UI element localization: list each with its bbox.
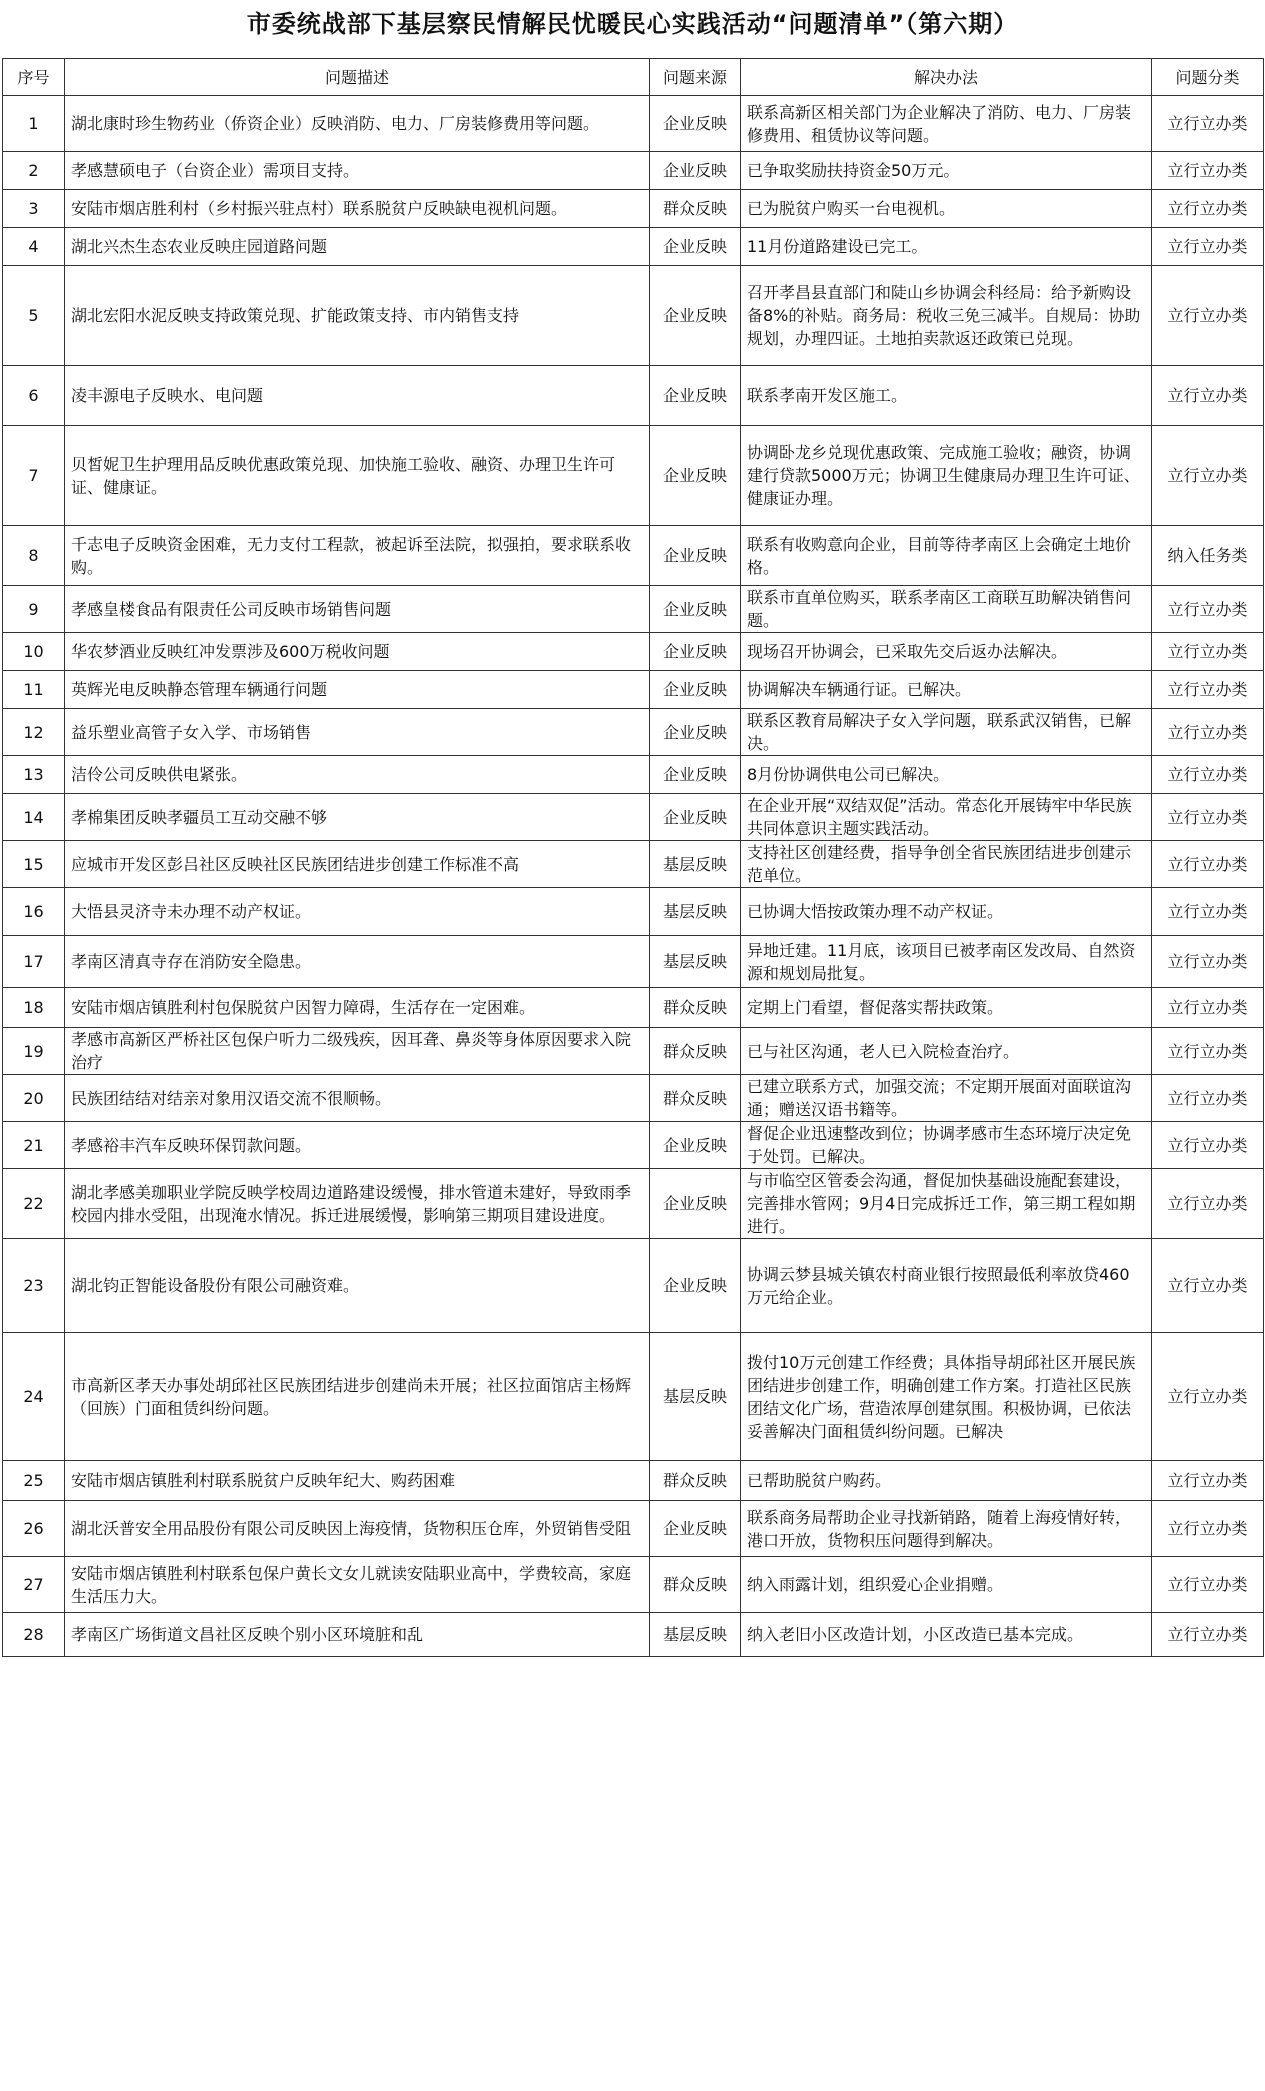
cell-no: 22 xyxy=(3,1169,65,1239)
table-row xyxy=(3,1122,1264,1169)
cell-category: 立行立办类 xyxy=(1152,586,1264,633)
cell-category: 立行立办类 xyxy=(1152,366,1264,426)
cell-description: 孝棉集团反映孝疆员工互动交融不够 xyxy=(65,794,650,841)
cell-solution: 已争取奖励扶持资金50万元。 xyxy=(741,152,1152,190)
cell-category: 立行立办类 xyxy=(1152,96,1264,152)
cell-description: 孝感市高新区严桥社区包保户听力二级残疾，因耳聋、鼻炎等身体原因要求入院治疗 xyxy=(65,1028,650,1075)
cell-no: 27 xyxy=(3,1557,65,1613)
cell-solution: 联系市直单位购买，联系孝南区工商联互助解决销售问题。 xyxy=(741,586,1152,633)
cell-no: 12 xyxy=(3,709,65,756)
cell-description: 洁伶公司反映供电紧张。 xyxy=(65,756,650,794)
cell-description: 湖北沃普安全用品股份有限公司反映因上海疫情，货物积压仓库，外贸销售受阻 xyxy=(65,1501,650,1557)
cell-no: 8 xyxy=(3,526,65,586)
cell-category: 立行立办类 xyxy=(1152,756,1264,794)
cell-category: 立行立办类 xyxy=(1152,1613,1264,1657)
cell-category: 立行立办类 xyxy=(1152,794,1264,841)
cell-source: 基层反映 xyxy=(650,1333,741,1461)
cell-category: 立行立办类 xyxy=(1152,1501,1264,1557)
cell-category: 立行立办类 xyxy=(1152,633,1264,671)
cell-solution: 联系高新区相关部门为企业解决了消防、电力、厂房装修费用、租赁协议等问题。 xyxy=(741,96,1152,152)
cell-source: 企业反映 xyxy=(650,366,741,426)
cell-source: 群众反映 xyxy=(650,1028,741,1075)
cell-solution: 联系区教育局解决子女入学问题，联系武汉销售，已解决。 xyxy=(741,709,1152,756)
table-row xyxy=(3,709,1264,756)
cell-no: 24 xyxy=(3,1333,65,1461)
cell-source: 群众反映 xyxy=(650,190,741,228)
cell-solution: 协调云梦县城关镇农村商业银行按照最低利率放贷460万元给企业。 xyxy=(741,1239,1152,1333)
cell-category: 立行立办类 xyxy=(1152,1557,1264,1613)
cell-solution: 联系商务局帮助企业寻找新销路，随着上海疫情好转，港口开放，货物积压问题得到解决。 xyxy=(741,1501,1152,1557)
cell-solution: 联系孝南开发区施工。 xyxy=(741,366,1152,426)
cell-source: 企业反映 xyxy=(650,709,741,756)
table-row xyxy=(3,152,1264,190)
cell-description: 应城市开发区彭吕社区反映社区民族团结进步创建工作标准不高 xyxy=(65,841,650,888)
cell-description: 孝感裕丰汽车反映环保罚款问题。 xyxy=(65,1122,650,1169)
cell-source: 群众反映 xyxy=(650,1461,741,1501)
cell-source: 企业反映 xyxy=(650,1122,741,1169)
cell-solution: 已与社区沟通，老人已入院检查治疗。 xyxy=(741,1028,1152,1075)
cell-no: 13 xyxy=(3,756,65,794)
table-header-row xyxy=(3,59,1264,96)
table-row xyxy=(3,426,1264,526)
cell-no: 10 xyxy=(3,633,65,671)
cell-no: 26 xyxy=(3,1501,65,1557)
cell-no: 25 xyxy=(3,1461,65,1501)
header-source: 问题来源 xyxy=(650,59,741,96)
cell-solution: 异地迁建。11月底，该项目已被孝南区发改局、自然资源和规划局批复。 xyxy=(741,936,1152,988)
cell-source: 企业反映 xyxy=(650,426,741,526)
cell-no: 2 xyxy=(3,152,65,190)
cell-description: 益乐塑业高管子女入学、市场销售 xyxy=(65,709,650,756)
table-row xyxy=(3,266,1264,366)
cell-description: 安陆市烟店镇胜利村联系脱贫户反映年纪大、购药困难 xyxy=(65,1461,650,1501)
cell-source: 基层反映 xyxy=(650,1613,741,1657)
cell-no: 18 xyxy=(3,988,65,1028)
cell-description: 孝感慧硕电子（台资企业）需项目支持。 xyxy=(65,152,650,190)
cell-category: 立行立办类 xyxy=(1152,190,1264,228)
cell-category: 立行立办类 xyxy=(1152,426,1264,526)
cell-solution: 督促企业迅速整改到位；协调孝感市生态环境厅决定免于处罚。已解决。 xyxy=(741,1122,1152,1169)
header-no: 序号 xyxy=(3,59,65,96)
cell-source: 企业反映 xyxy=(650,633,741,671)
cell-source: 企业反映 xyxy=(650,266,741,366)
cell-solution: 纳入老旧小区改造计划，小区改造已基本完成。 xyxy=(741,1613,1152,1657)
problem-list-table xyxy=(2,58,1264,1657)
cell-source: 企业反映 xyxy=(650,794,741,841)
header-solution: 解决办法 xyxy=(741,59,1152,96)
cell-solution: 定期上门看望，督促落实帮扶政策。 xyxy=(741,988,1152,1028)
cell-category: 立行立办类 xyxy=(1152,1239,1264,1333)
cell-category: 立行立办类 xyxy=(1152,266,1264,366)
cell-category: 立行立办类 xyxy=(1152,1028,1264,1075)
cell-description: 千志电子反映资金困难，无力支付工程款，被起诉至法院，拟强拍，要求联系收购。 xyxy=(65,526,650,586)
table-row xyxy=(3,988,1264,1028)
cell-solution: 11月份道路建设已完工。 xyxy=(741,228,1152,266)
table-row xyxy=(3,366,1264,426)
cell-source: 企业反映 xyxy=(650,1501,741,1557)
cell-no: 3 xyxy=(3,190,65,228)
cell-category: 立行立办类 xyxy=(1152,1461,1264,1501)
cell-no: 17 xyxy=(3,936,65,988)
header-description: 问题描述 xyxy=(65,59,650,96)
cell-source: 企业反映 xyxy=(650,96,741,152)
table-row xyxy=(3,1613,1264,1657)
table-row xyxy=(3,1169,1264,1239)
header-category: 问题分类 xyxy=(1152,59,1264,96)
cell-description: 凌丰源电子反映水、电问题 xyxy=(65,366,650,426)
table-row xyxy=(3,1501,1264,1557)
cell-source: 企业反映 xyxy=(650,586,741,633)
cell-description: 安陆市烟店镇胜利村包保脱贫户因智力障碍，生活存在一定困难。 xyxy=(65,988,650,1028)
cell-description: 英辉光电反映静态管理车辆通行问题 xyxy=(65,671,650,709)
cell-source: 基层反映 xyxy=(650,888,741,936)
cell-source: 企业反映 xyxy=(650,526,741,586)
cell-source: 群众反映 xyxy=(650,1557,741,1613)
cell-description: 湖北孝感美珈职业学院反映学校周边道路建设缓慢，排水管道未建好，导致雨季校园内排水受阻，出现淹水情况。拆迁进展缓慢，影响第三期项目建设进度。 xyxy=(65,1169,650,1239)
cell-solution: 已为脱贫户购买一台电视机。 xyxy=(741,190,1152,228)
cell-description: 民族团结结对结亲对象用汉语交流不很顺畅。 xyxy=(65,1075,650,1122)
cell-category: 立行立办类 xyxy=(1152,1333,1264,1461)
cell-description: 湖北康时珍生物药业（侨资企业）反映消防、电力、厂房装修费用等问题。 xyxy=(65,96,650,152)
table-row xyxy=(3,1557,1264,1613)
cell-description: 孝南区广场街道文昌社区反映个别小区环境脏和乱 xyxy=(65,1613,650,1657)
cell-solution: 已帮助脱贫户购药。 xyxy=(741,1461,1152,1501)
cell-description: 湖北兴杰生态农业反映庄园道路问题 xyxy=(65,228,650,266)
cell-description: 华农梦酒业反映红冲发票涉及600万税收问题 xyxy=(65,633,650,671)
cell-category: 立行立办类 xyxy=(1152,841,1264,888)
table-row xyxy=(3,1239,1264,1333)
cell-solution: 已建立联系方式，加强交流；不定期开展面对面联谊沟通；赠送汉语书籍等。 xyxy=(741,1075,1152,1122)
table-row xyxy=(3,526,1264,586)
cell-solution: 与市临空区管委会沟通，督促加快基础设施配套建设，完善排水管网；9月4日完成拆迁工作，第三期工程如期进行。 xyxy=(741,1169,1152,1239)
table-row xyxy=(3,888,1264,936)
cell-no: 19 xyxy=(3,1028,65,1075)
cell-no: 23 xyxy=(3,1239,65,1333)
cell-no: 14 xyxy=(3,794,65,841)
cell-category: 立行立办类 xyxy=(1152,671,1264,709)
table-row xyxy=(3,228,1264,266)
cell-description: 大悟县灵济寺未办理不动产权证。 xyxy=(65,888,650,936)
cell-no: 16 xyxy=(3,888,65,936)
table-row xyxy=(3,1028,1264,1075)
cell-solution: 召开孝昌县直部门和陡山乡协调会科经局：给予新购设备8%的补贴。商务局：税收三免三减半。自规局：协助规划，办理四证。土地拍卖款返还政策已兑现。 xyxy=(741,266,1152,366)
cell-description: 贝皙妮卫生护理用品反映优惠政策兑现、加快施工验收、融资、办理卫生许可证、健康证。 xyxy=(65,426,650,526)
table-row xyxy=(3,1333,1264,1461)
cell-category: 立行立办类 xyxy=(1152,1169,1264,1239)
cell-solution: 联系有收购意向企业，目前等待孝南区上会确定土地价格。 xyxy=(741,526,1152,586)
cell-source: 企业反映 xyxy=(650,1169,741,1239)
cell-solution: 纳入雨露计划，组织爱心企业捐赠。 xyxy=(741,1557,1152,1613)
cell-solution: 支持社区创建经费，指导争创全省民族团结进步创建示范单位。 xyxy=(741,841,1152,888)
cell-no: 7 xyxy=(3,426,65,526)
cell-category: 立行立办类 xyxy=(1152,228,1264,266)
table-row xyxy=(3,936,1264,988)
cell-solution: 拨付10万元创建工作经费；具体指导胡邱社区开展民族团结进步创建工作，明确创建工作方案。打造社区民族团结文化广场，营造浓厚创建氛围。积极协调，已依法妥善解决门面租赁纠纷问题。已解决 xyxy=(741,1333,1152,1461)
cell-no: 6 xyxy=(3,366,65,426)
cell-description: 孝感皇楼食品有限责任公司反映市场销售问题 xyxy=(65,586,650,633)
cell-source: 企业反映 xyxy=(650,756,741,794)
cell-source: 基层反映 xyxy=(650,841,741,888)
cell-source: 企业反映 xyxy=(650,152,741,190)
cell-source: 基层反映 xyxy=(650,936,741,988)
cell-description: 市高新区孝天办事处胡邱社区民族团结进步创建尚未开展；社区拉面馆店主杨辉（回族）门面租赁纠纷问题。 xyxy=(65,1333,650,1461)
cell-source: 企业反映 xyxy=(650,671,741,709)
cell-category: 立行立办类 xyxy=(1152,1075,1264,1122)
cell-solution: 协调解决车辆通行证。已解决。 xyxy=(741,671,1152,709)
cell-category: 纳入任务类 xyxy=(1152,526,1264,586)
table-row xyxy=(3,96,1264,152)
cell-solution: 现场召开协调会，已采取先交后返办法解决。 xyxy=(741,633,1152,671)
table-row xyxy=(3,841,1264,888)
table-row xyxy=(3,671,1264,709)
cell-category: 立行立办类 xyxy=(1152,1122,1264,1169)
cell-no: 20 xyxy=(3,1075,65,1122)
cell-solution: 协调卧龙乡兑现优惠政策、完成施工验收；融资，协调建行贷款5000万元；协调卫生健康局办理卫生许可证、健康证办理。 xyxy=(741,426,1152,526)
cell-solution: 已协调大悟按政策办理不动产权证。 xyxy=(741,888,1152,936)
table-row xyxy=(3,190,1264,228)
cell-description: 湖北宏阳水泥反映支持政策兑现、扩能政策支持、市内销售支持 xyxy=(65,266,650,366)
table-row xyxy=(3,633,1264,671)
cell-source: 企业反映 xyxy=(650,1239,741,1333)
cell-description: 安陆市烟店胜利村（乡村振兴驻点村）联系脱贫户反映缺电视机问题。 xyxy=(65,190,650,228)
cell-no: 15 xyxy=(3,841,65,888)
cell-category: 立行立办类 xyxy=(1152,936,1264,988)
cell-no: 9 xyxy=(3,586,65,633)
cell-category: 立行立办类 xyxy=(1152,152,1264,190)
cell-category: 立行立办类 xyxy=(1152,888,1264,936)
cell-description: 安陆市烟店镇胜利村联系包保户黄长文女儿就读安陆职业高中，学费较高，家庭生活压力大。 xyxy=(65,1557,650,1613)
cell-no: 11 xyxy=(3,671,65,709)
table-row xyxy=(3,1461,1264,1501)
table-row xyxy=(3,1075,1264,1122)
cell-no: 28 xyxy=(3,1613,65,1657)
cell-solution: 在企业开展“双结双促”活动。常态化开展铸牢中华民族共同体意识主题实践活动。 xyxy=(741,794,1152,841)
cell-description: 湖北钧正智能设备股份有限公司融资难。 xyxy=(65,1239,650,1333)
document-title: 市委统战部下基层察民情解民忧暖民心实践活动“问题清单”（第六期） xyxy=(246,10,1019,38)
cell-no: 4 xyxy=(3,228,65,266)
cell-source: 群众反映 xyxy=(650,988,741,1028)
cell-no: 1 xyxy=(3,96,65,152)
cell-category: 立行立办类 xyxy=(1152,709,1264,756)
cell-no: 5 xyxy=(3,266,65,366)
cell-no: 21 xyxy=(3,1122,65,1169)
cell-source: 群众反映 xyxy=(650,1075,741,1122)
table-row xyxy=(3,586,1264,633)
table-row xyxy=(3,756,1264,794)
cell-source: 企业反映 xyxy=(650,228,741,266)
cell-description: 孝南区清真寺存在消防安全隐患。 xyxy=(65,936,650,988)
cell-category: 立行立办类 xyxy=(1152,988,1264,1028)
table-row xyxy=(3,794,1264,841)
cell-solution: 8月份协调供电公司已解决。 xyxy=(741,756,1152,794)
